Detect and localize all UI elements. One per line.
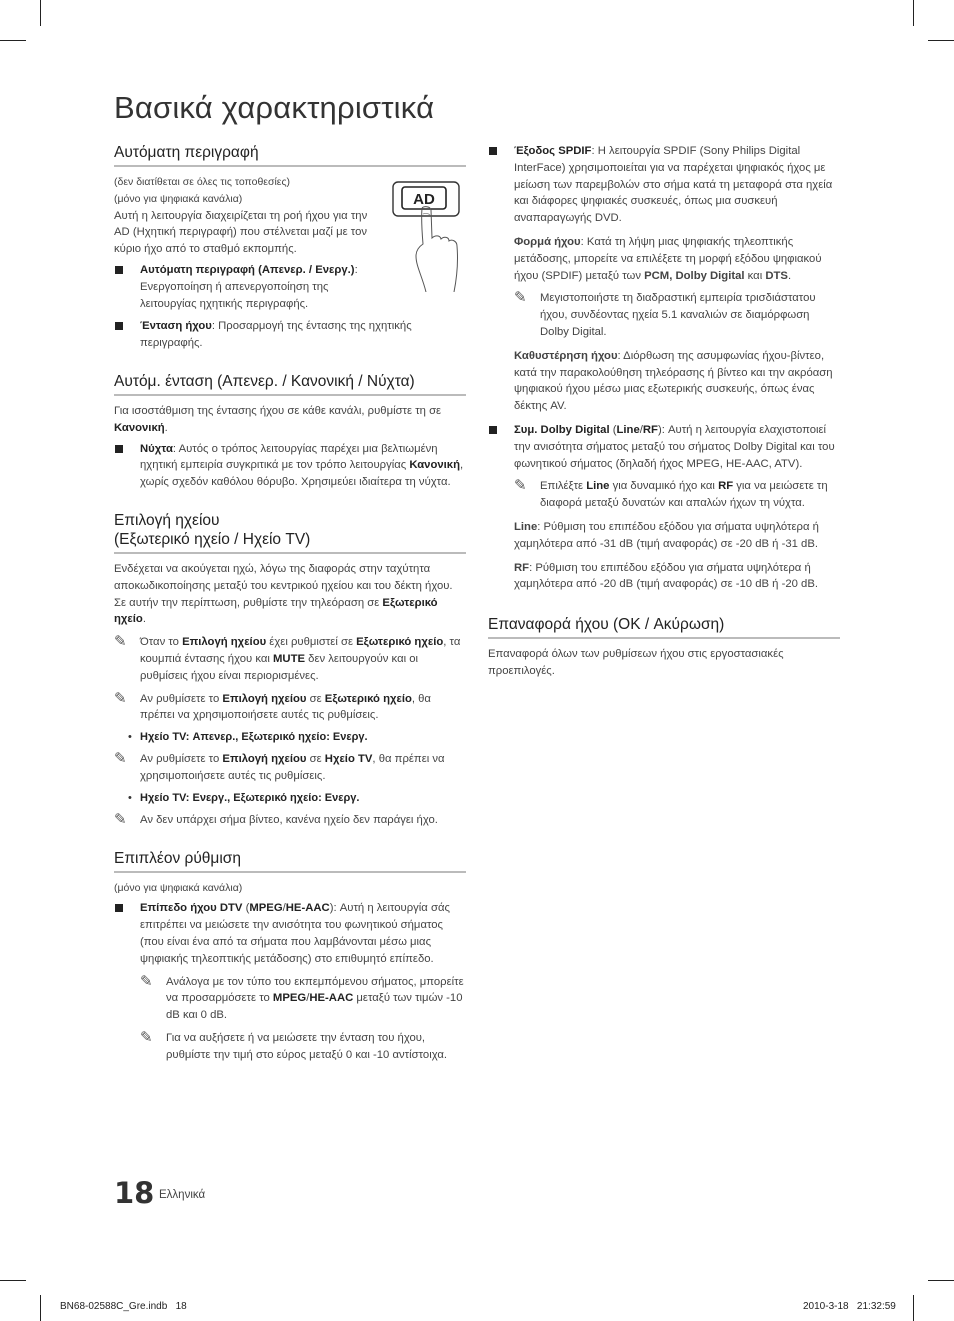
digital-only-note: (μόνο για ψηφιακά κανάλια): [114, 192, 243, 205]
sub-paragraph: Line: Ρύθμιση του επιπέδου εξόδου για σήματα υψηλότερα ή χαμηλότερα από -31 dB (τιμή αναφοράς) σε -20 dB ή -31 dB.: [514, 520, 819, 550]
section-additional-setting: [114, 849, 466, 1064]
bullet-item: Συμ. Dolby Digital (Line/RF): Αυτή η λειτουργία ελαχιστοποιεί την ανισότητα σήματος μεταξύ του σήματος Dolby Digital και του φωνητικού σήματος (δηλαδή ήχος MPEG, HE-AAC, ATV).: [488, 422, 840, 472]
crop-mark: [40, 1295, 41, 1321]
right-column: [488, 143, 840, 700]
note-item: ✎ Αν ρυθμίσετε το Επιλογή ηχείου σε Εξωτερικό ηχείο, θα πρέπει να χρησιμοποιήσετε αυτές τις ρυθμίσεις.: [114, 688, 431, 722]
sub-bullet-item: • Ηχείο TV: Απενερ., Εξωτερικό ηχείο: Ενεργ.: [128, 731, 368, 744]
section-intro: Για ισοστάθμιση της έντασης ήχου σε κάθε κανάλι, ρυθμίστε τη σε Κανονική.: [114, 404, 442, 434]
bullet-item: Ένταση ήχου: Προσαρμογή της έντασης της ηχητικής περιγραφής.: [114, 318, 466, 352]
print-file-info: BN68-02588C_Gre.indb 18: [60, 1301, 187, 1312]
sub-paragraph: Φορμά ήχου: Κατά τη λήψη μιας ψηφιακής τηλεοπτικής μετάδοσης, μπορείτε να επιλέξετε τη μορφή εξόδου ψηφιακού ήχου (SPDIF) μεταξύ των PCM, Dolby Digital και DTS.: [514, 235, 822, 282]
section-heading: Αυτόματη περιγραφή: [114, 143, 466, 167]
section-heading: Επαναφορά ήχου (OK / Ακύρωση): [488, 615, 840, 639]
section-auto-volume: [114, 372, 466, 491]
sub-bullet-item: • Ηχείο TV: Ενεργ., Εξωτερικό ηχείο: Ενεργ.: [128, 791, 360, 804]
sub-paragraph: RF: Ρύθμιση του επιπέδου εξόδου για σήματα υψηλότερα ή χαμηλότερα από -20 dB (τιμή αναφοράς) σε -10 dB ή -20 dB.: [514, 561, 819, 591]
pencil-note-icon: ✎: [114, 749, 127, 768]
pencil-note-icon: ✎: [114, 632, 127, 651]
pencil-note-icon: ✎: [114, 809, 127, 828]
section-heading: Επιλογή ηχείου (Εξωτερικό ηχείο / Ηχείο TV): [114, 511, 466, 554]
pencil-note-icon: ✎: [140, 971, 153, 990]
note-item: ✎ Όταν το Επιλογή ηχείου έχει ρυθμιστεί σε Εξωτερικό ηχείο, τα κουμπιά έντασης ήχου και MUTE δεν λειτουργούν και οι ρυθμίσεις ήχου είναι περιορισμένες.: [114, 632, 461, 682]
section-intro: Αυτή η λειτουργία διαχειρίζεται τη ροή ήχου για την AD (Ηχητική περιγραφή) που στέλνεται μαζί με τον κύριο ήχο από το σταθμό εκπομπής.: [114, 209, 368, 256]
crop-mark: [0, 40, 26, 41]
square-bullet-icon: [489, 426, 497, 434]
page-title: Βασικά χαρακτηριστικά: [114, 90, 435, 125]
pencil-note-icon: ✎: [514, 288, 527, 307]
sub-paragraph: Καθυστέρηση ήχου: Διόρθωση της ασυμφωνίας ήχου-βίντεο, κατά την παρακολούθηση τηλεόρασης ή βίντεο και την ακρόαση ψηφιακού ήχου μέσω μιας εξωτερικής συσκευής, όπως ένας δέκτης AV.: [514, 349, 833, 413]
section-heading: Επιπλέον ρύθμιση: [114, 849, 466, 873]
crop-mark: [913, 1295, 914, 1321]
pencil-note-icon: ✎: [514, 476, 527, 495]
print-timestamp: 2010-3-18 21:32:59: [803, 1301, 896, 1312]
section-sound-reset: [488, 615, 840, 680]
crop-mark: [913, 0, 914, 26]
section-audio-description: [114, 143, 466, 352]
digital-only-note: (μόνο για ψηφιακά κανάλια): [114, 881, 243, 894]
note-item: ✎ Ανάλογα με τον τύπο του εκπεμπόμενου σήματος, μπορείτε να προσαρμόσετε το MPEG/HE-AAC μεταξύ των τιμών -10 dB και 0 dB.: [140, 971, 464, 1022]
bullet-item: Επίπεδο ήχου DTV (MPEG/HE-AAC): Αυτή η λειτουργία σάς επιτρέπει να μειώσετε την ανισότητα του φωνητικού σήματος (που είναι ένα από τα σήματα που λαμβάνονται μέσω μιας ψηφιακής τηλεοπτικής μετάδοσης) στο επιθυμητό επίπεδο.: [114, 900, 466, 967]
crop-mark: [928, 1280, 954, 1281]
note-item: ✎ Αν δεν υπάρχει σήμα βίντεο, κανένα ηχείο δεν παράγει ήχο.: [114, 809, 438, 828]
note-item: ✎ Για να αυξήσετε ή να μειώσετε την ένταση του ήχου, ρυθμίστε την τιμή στο εύρος μεταξύ 0 και -10 αντίστοιχα.: [140, 1027, 447, 1061]
crop-mark: [928, 40, 954, 41]
crop-mark: [0, 1280, 26, 1281]
section-intro: Ενδέχεται να ακούγεται ηχώ, λόγω της διαφοράς στην ταχύτητα αποκωδικοποίησης μεταξύ του κεντρικού ηχείου και του δέκτη ήχου. Σε αυτήν την περίπτωση, ρυθμίστε την τηλεόραση σε Εξωτερικό ηχείο.: [114, 562, 453, 626]
pencil-note-icon: ✎: [140, 1027, 153, 1046]
section-intro: Επαναφορά όλων των ρυθμίσεων ήχου στις εργοστασιακές προεπιλογές.: [488, 648, 784, 677]
availability-note: (δεν διατίθεται σε όλες τις τοποθεσίες): [114, 176, 291, 188]
note-item: ✎ Μεγιστοποιήστε τη διαδραστική εμπειρία τρισδιάστατου ήχου, συνδέοντας ηχεία 5.1 καναλιών σε διαμόρφωση Dolby Digital.: [514, 288, 816, 338]
section-heading: Αυτόμ. ένταση (Απενερ. / Κανονική / Νύχτα): [114, 372, 466, 396]
section-spdif: [488, 143, 840, 593]
square-bullet-icon: [115, 904, 123, 912]
square-bullet-icon: [115, 266, 123, 274]
bullet-item: Έξοδος SPDIF: Η λειτουργία SPDIF (Sony Philips Digital InterFace) χρησιμοποιείται για να παρέχεται ψηφιακός ήχος με μείωση των παρεμβολών στο σήμα κατά τη μεταφορά στα ηχεία και διάφορες ψηφιακές συσκευές, όπως μια συσκευή αναπαραγωγής DVD.: [488, 143, 840, 227]
square-bullet-icon: [489, 147, 497, 155]
section-speaker-select: [114, 511, 466, 829]
pencil-note-icon: ✎: [114, 688, 127, 707]
page-number: 18: [114, 1176, 155, 1210]
left-column: [114, 143, 466, 1083]
bullet-item: Νύχτα: Αυτός ο τρόπος λειτουργίας παρέχει μια βελτιωμένη ηχητική εμπειρία συγκριτικά με τον τρόπο λειτουργίας Κανονική, χωρίς σχεδόν καθόλου θόρυβο. Χρησιμεύει ιδιαίτερα τη νύχτα.: [114, 441, 466, 491]
note-item: ✎ Επιλέξτε Line για δυναμικό ήχο και RF για να μειώσετε τη διαφορά μεταξύ δυνατών και απαλών ήχων τη νύχτα.: [514, 476, 828, 510]
square-bullet-icon: [115, 445, 123, 453]
square-bullet-icon: [115, 322, 123, 330]
page-language: Ελληνικά: [159, 1189, 206, 1201]
bullet-item: Αυτόματη περιγραφή (Απενερ. / Ενεργ.): Ενεργοποίηση ή απενεργοποίηση της λειτουργίας ηχητικής περιγραφής.: [114, 262, 368, 312]
note-item: ✎ Αν ρυθμίσετε το Επιλογή ηχείου σε Ηχείο TV, θα πρέπει να χρησιμοποιήσετε αυτές τις ρυθμίσεις.: [114, 749, 445, 782]
ad-button-label: AD: [413, 191, 435, 208]
crop-mark: [40, 0, 41, 26]
